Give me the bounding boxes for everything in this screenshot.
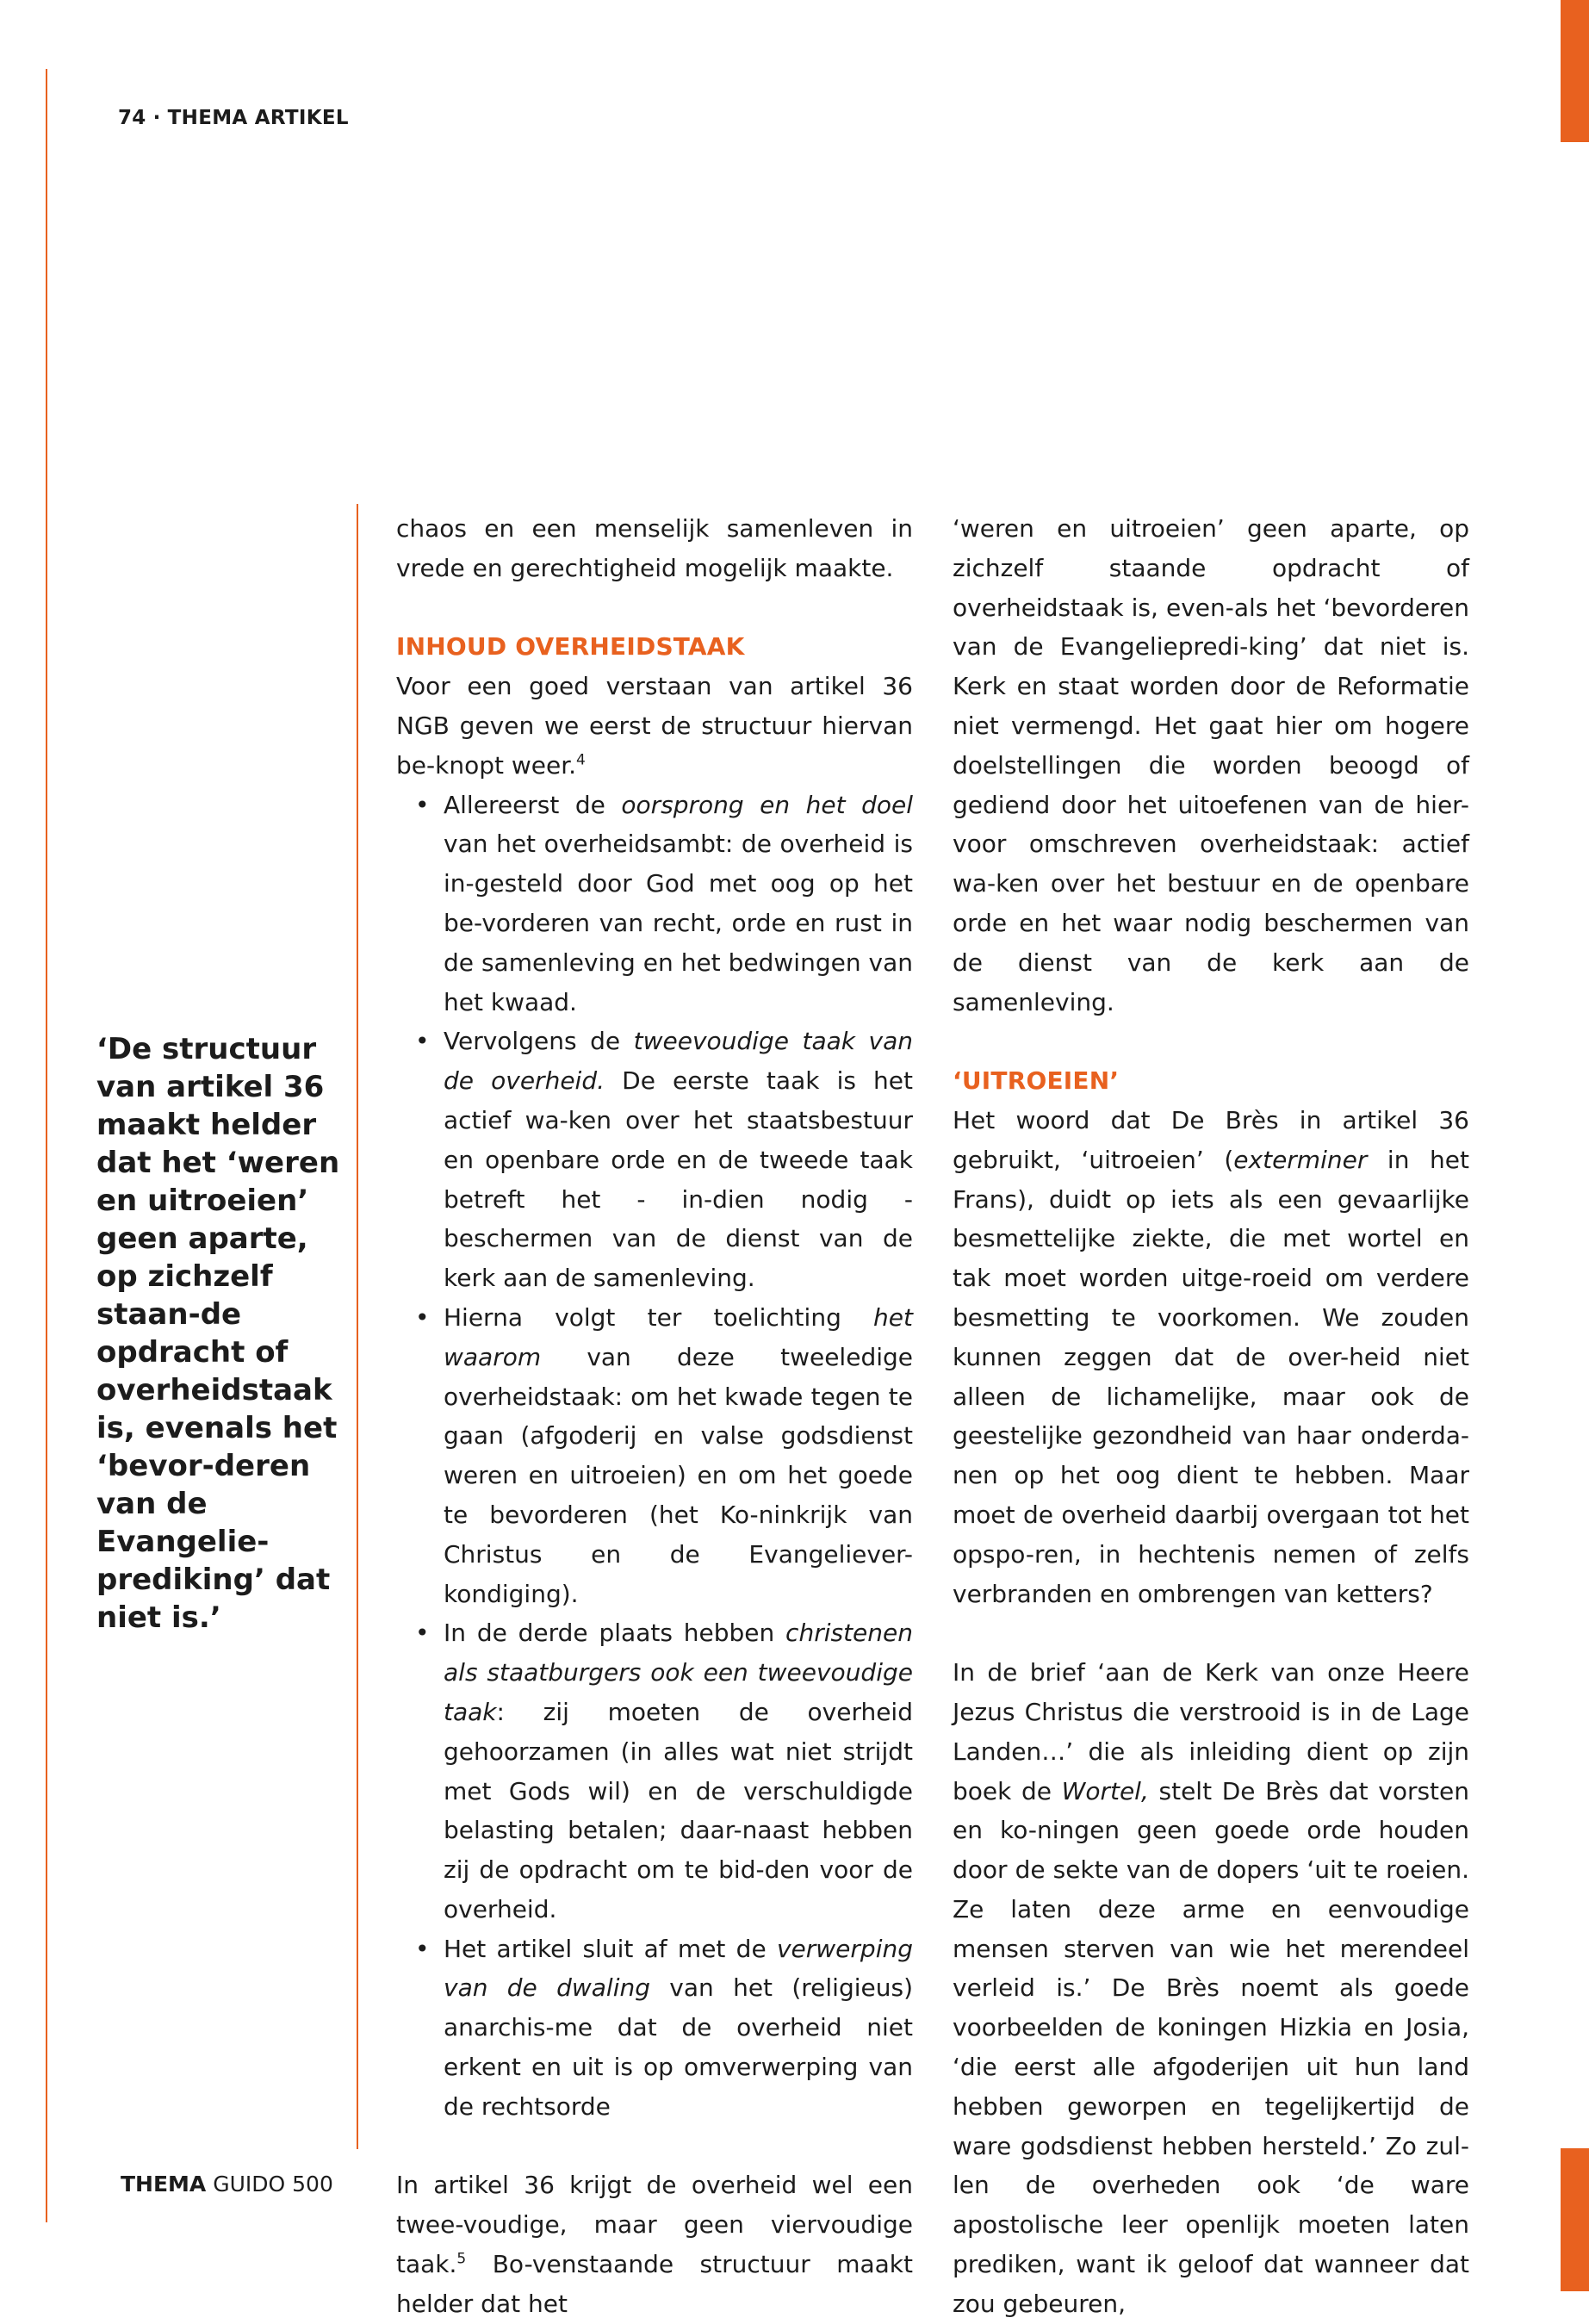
column-rule xyxy=(357,504,358,2149)
brief-paragraph: In de brief ‘aan de Kerk van onze Heere Jezus Christus die verstrooid is in de Lage Landen…’ die als inleiding dient op zijn boek de Wortel, stelt De Brès dat vorsten en ko-ningen geen goede orde houden door de sekte van de dopers ‘uit te roeien. Ze laten deze arme en eenvoudige mensen sterven van wie het merendeel verleid is.’ De Brès noemt als goede voorbeelden de koningen Hizkia en Josia, ‘die eerst alle afgoderijen uit hun land hebben geworpen en tegelijkertijd de ware godsdienst hebben hersteld.’ Zo zul-len de overheden ook ‘de ware apostolische leer openlijk moeten laten prediken, want ik geloof dat wanneer dat zou gebeuren, xyxy=(953,1658,1469,2318)
uitroeien-paragraph: Het woord dat De Brès in artikel 36 gebruikt, ‘uitroeien’ (exterminer in het Frans), duidt op iets als een gevaarlijke besmettelijke ziekte, die met wortel en tak moet worden uitge-roeid om verdere besmetting te voorkomen. We zouden kunnen zeggen dat de over-heid niet alleen de lichamelijke, maar ook de geestelijke gezondheid van haar onderda-nen op het oog dient te hebben. Maar moet de overheid daarbij overgaan tot het opspo-ren, in hechtenis nemen of zelfs verbranden en ombrengen van ketters? xyxy=(953,1105,1469,1608)
footer-issue: GUIDO 500 xyxy=(213,2172,333,2197)
page-number: 74 xyxy=(118,107,146,129)
right-column xyxy=(953,509,1469,2324)
footer-magazine: THEMA xyxy=(121,2172,207,2197)
continuation-paragraph: ‘weren en uitroeien’ geen aparte, op zichzelf staande opdracht of overheidstaak is, even-als het ‘bevorderen van de Evangeliepredi-king’ dat niet is. Kerk en staat worden door de Reformatie niet vermengd. Het gaat hier om hogere doelstellingen die worden beoogd of gediend door het uitoefenen van de hier-voor omschreven overheidstaak: actief wa-ken over het bestuur en de openbare orde en het waar nodig beschermen van de dienst van de kerk aan de samenleving. xyxy=(953,514,1469,1016)
footer xyxy=(121,2172,333,2197)
section-heading-uitroeien: ‘UITROEIEN’ xyxy=(953,1066,1120,1096)
intro-paragraph: chaos en een menselijk samenleven in vrede en gerechtigheid mogelijk maakte. xyxy=(396,514,913,582)
structure-list xyxy=(396,786,913,2127)
list-item: • Vervolgens de tweevoudige taak van de overheid. De eerste taak is het actief wa-ken over het staatsbestuur en openbare orde en de tweede taak betreft het - in-dien nodig - beschermen van de dienst van de kerk aan de samenleving. xyxy=(396,1022,913,1298)
lead-paragraph: Voor een goed verstaan van artikel 36 NGB geven we eerst de structuur hiervan be-knopt weer.$^4$ xyxy=(396,672,913,780)
running-header xyxy=(118,107,349,129)
edge-tab-bottom xyxy=(1561,2148,1589,2291)
header-separator: · xyxy=(152,107,161,129)
margin-rule xyxy=(46,69,47,2222)
list-item: • Hierna volgt ter toelichting het waarom van deze tweeledige overheidstaak: om het kwade tegen te gaan (afgoderij en valse godsdienst weren en uitroeien) en om het goede te bevorderen (het Ko-ninkrijk van Christus en de Evangeliever-kondiging). xyxy=(396,1298,913,1613)
left-column xyxy=(396,509,913,2324)
section-heading-inhoud: INHOUD OVERHEIDSTAAK xyxy=(396,632,745,662)
closing-paragraph: In artikel 36 krijgt de overheid wel een twee-voudige, maar geen viervoudige taak.$^5$ Bo-venstaande structuur maakt helder dat het xyxy=(396,2171,913,2318)
list-item: • Allereerst de oorsprong en het doel van het overheidsambt: de overheid is in-gesteld door God met oog op het be-vorderen van recht, orde en rust in de samenleving en het bedwingen van het kwaad. xyxy=(396,786,913,1022)
footnote-marker: 5 xyxy=(456,2250,467,2268)
list-item: • In de derde plaats hebben christenen als staatburgers ook een tweevoudige taak: zij moeten de overheid gehoorzamen (in alles wat niet strijdt met Gods wil) en de verschuldigde belasting betalen; daar-naast hebben zij de opdracht om te bid-den voor de overheid. xyxy=(396,1613,913,1929)
section-label: THEMA ARTIKEL xyxy=(167,107,349,129)
footnote-marker: 4 xyxy=(576,751,586,769)
list-item: • Het artikel sluit af met de verwerping van de dwaling van het (religieus) anarchis-me dat de overheid niet erkent en uit is op omverwerping van de rechtsorde xyxy=(396,1929,913,2127)
edge-tab-top xyxy=(1561,0,1589,142)
pull-quote: ‘De structuur van artikel 36 maakt helder dat het ‘weren en uitroeien’ geen aparte, op zichzelf staan-de opdracht of overheidstaak is, evenals het ‘bevor-deren van de Evangelie-prediking’ dat niet is.’ xyxy=(96,1032,340,1635)
